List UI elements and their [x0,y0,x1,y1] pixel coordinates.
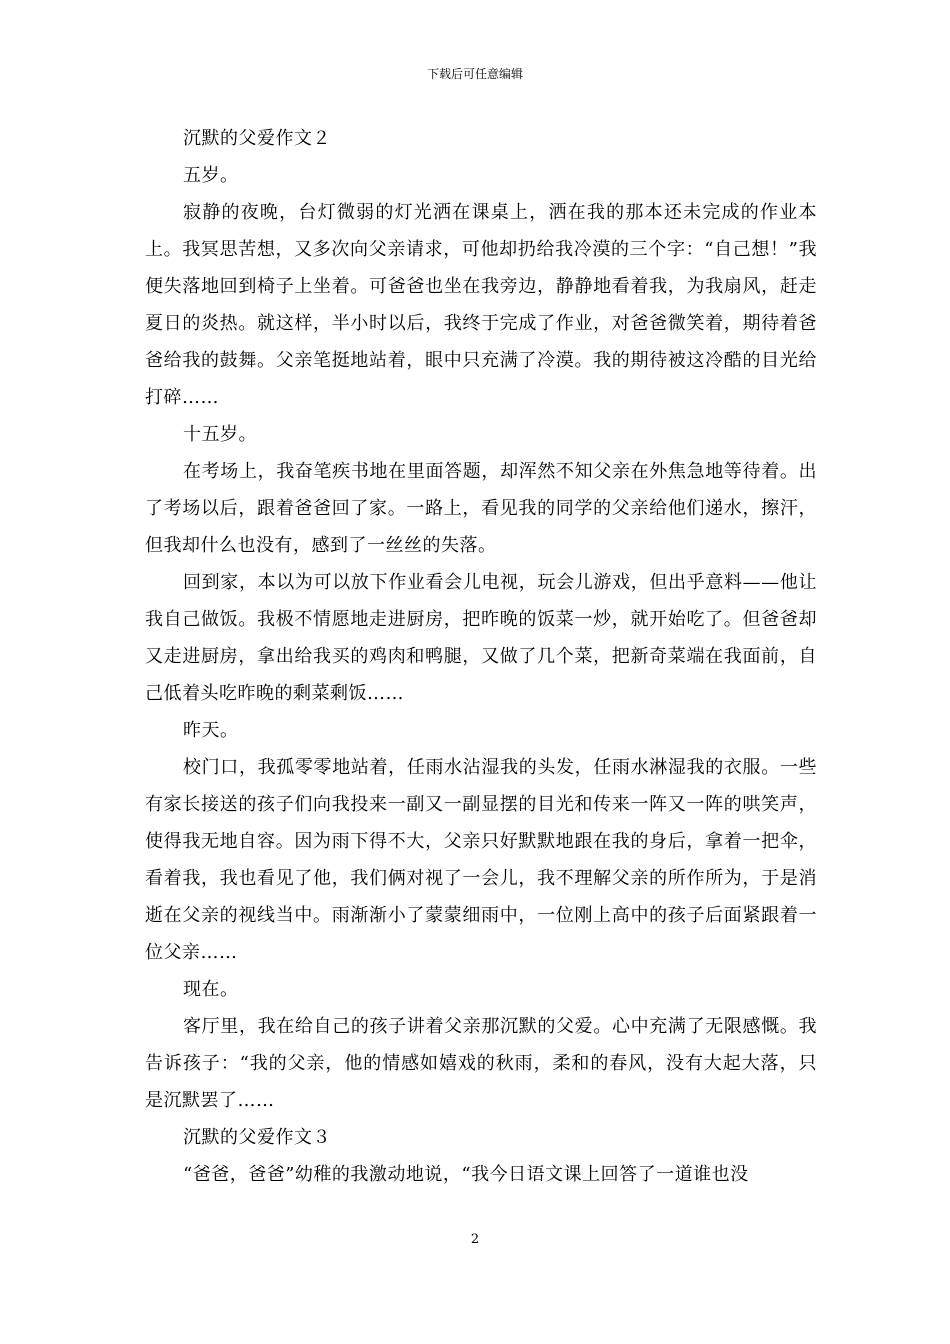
paragraph: “爸爸，爸爸”幼稚的我激动地说，“我今日语文课上回答了一道谁也没 [183,1164,749,1185]
section-heading-now: 现在。 [183,979,239,1000]
document-body [145,120,817,1193]
section-heading-age-five: 五岁。 [183,165,239,186]
paragraph: 寂静的夜晚，台灯微弱的灯光洒在课桌上，洒在我的那本还未完成的作业本上。我冥思苦想，又多次向父亲请求，可他却扔给我冷漠的三个字：“自己想！”我便失落地回到椅子上坐着。可爸爸也坐在我旁边，静静地看着我，为我扇风，赶走夏日的炎热。就这样，半小时以后，我终于完成了作业，对爸爸微笑着，期待着爸爸给我的鼓舞。父亲笔挺地站着，眼中只充满了冷漠。我的期待被这冷酷的目光给打碎…… [145,202,817,408]
essay-title-3: 沉默的父爱作文３ [183,1127,331,1148]
paragraph: 在考场上，我奋笔疾书地在里面答题，却浑然不知父亲在外焦急地等待着。出了考场以后，跟着爸爸回了家。一路上，看见我的同学的父亲给他们递水，擦汗，但我却什么也没有，感到了一丝丝的失落。 [145,461,817,556]
essay-title-2: 沉默的父爱作文２ [183,128,331,149]
paragraph: 回到家，本以为可以放下作业看会儿电视，玩会儿游戏，但出乎意料——他让我自己做饭。我极不情愿地走进厨房，把昨晚的饭菜一炒，就开始吃了。但爸爸却又走进厨房，拿出给我买的鸡肉和鸭腿，又做了几个菜，把新奇菜端在我面前，自己低着头吃昨晚的剩菜剩饭…… [145,572,817,704]
section-heading-age-fifteen: 十五岁。 [183,424,257,445]
section-heading-yesterday: 昨天。 [183,720,239,741]
paragraph: 客厅里，我在给自己的孩子讲着父亲那沉默的父爱。心中充满了无限感慨。我告诉孩子：“我的父亲，他的情感如嬉戏的秋雨，柔和的春风，没有大起大落，只是沉默罢了…… [145,1016,817,1111]
page-number: 2 [470,1232,480,1247]
paragraph: 校门口，我孤零零地站着，任雨水沾湿我的头发，任雨水淋湿我的衣服。一些有家长接送的孩子们向我投来一副又一副显摆的目光和传来一阵又一阵的哄笑声，使得我无地自容。因为雨下得不大，父亲只好默默地跟在我的身后，拿着一把伞，看着我，我也看见了他，我们俩对视了一会儿，我不理解父亲的所作所为，于是消逝在父亲的视线当中。雨渐渐小了蒙蒙细雨中，一位刚上高中的孩子后面紧跟着一位父亲…… [145,757,817,963]
page-header-note: 下载后可任意编辑 [426,67,523,81]
